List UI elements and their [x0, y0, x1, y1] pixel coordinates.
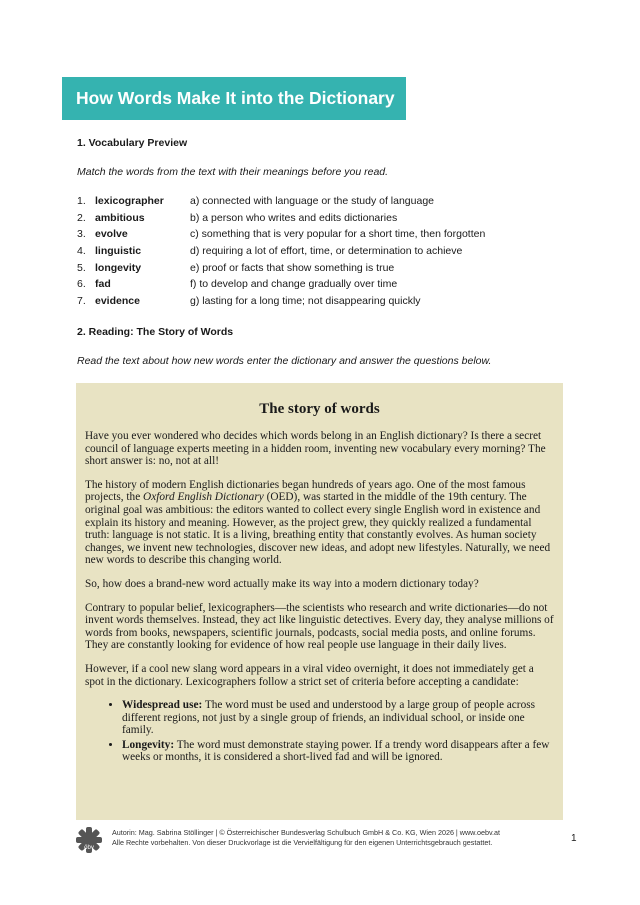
- section2-instruction: Read the text about how new words enter the dictionary and answer the questions below.: [77, 355, 492, 367]
- story-box: [76, 383, 563, 820]
- vocab-word: ambitious: [95, 211, 145, 224]
- story-paragraph: [85, 479, 554, 567]
- vocab-item: [77, 293, 557, 310]
- vocab-item: [77, 243, 557, 260]
- vocab-word: evidence: [95, 295, 140, 308]
- vocab-word: longevity: [95, 261, 142, 274]
- story-paragraph: So, how does a brand-new word actually make its way into a modern dictionary today?: [85, 577, 479, 590]
- section1-heading: 1. Vocabulary Preview: [77, 137, 188, 149]
- logo-text: öbv: [84, 845, 94, 851]
- story-text: (OED), was started in the middle of the 19th century. The original goal was ambitious: the editors wanted to collect every single English word in existence and explain its history and meaning. However, as the project grew, they quickly realized a fundamental truth: language is not static. It is a living, breathing entity that constantly evolves. As human society changes, we invent new technologies, discover new ideas, and adopt new lifestyles. Naturally, we need new words to describe this changing world.: [85, 491, 551, 567]
- story-text: The history of modern English dictionaries began hundreds of years ago. One of the most famous projects, the: [85, 478, 526, 504]
- vocab-word: linguistic: [95, 245, 142, 258]
- publisher-logo-icon: [76, 827, 102, 853]
- vocabulary-list: [77, 193, 557, 310]
- vocab-definition: b) a person who writes and edits dictionaries: [190, 211, 398, 224]
- page-number: 1: [571, 833, 577, 844]
- page-title: How Words Make It into the Dictionary: [62, 77, 406, 120]
- vocab-number: 5.: [77, 261, 86, 274]
- story-paragraph: Have you ever wondered who decides which words belong in an English dictionary? Is there a secret council of language experts meeting in a hidden room, inventing new vocabulary every morning? The short answer is: no, not at all!: [85, 430, 546, 468]
- story-text-italic: Oxford English Dictionary: [143, 491, 264, 504]
- vocab-number: 6.: [77, 278, 86, 291]
- criteria-label: Widespread use:: [122, 699, 203, 712]
- vocab-word: evolve: [95, 228, 128, 241]
- story-title: The story of words: [259, 401, 380, 417]
- vocab-number: 7.: [77, 295, 86, 308]
- vocab-item: [77, 226, 557, 243]
- vocab-item: [77, 193, 557, 210]
- criteria-item: [122, 699, 554, 737]
- vocab-definition: c) something that is very popular for a short time, then forgotten: [190, 228, 486, 241]
- footer-text: [112, 828, 500, 848]
- criteria-item: [122, 739, 554, 764]
- vocab-word: lexicographer: [95, 195, 164, 207]
- vocab-number: 3.: [77, 228, 86, 241]
- vocab-definition: g) lasting for a long time; not disappearing quickly: [190, 295, 421, 308]
- footer-line: Alle Rechte vorbehalten. Von dieser Druckvorlage ist die Vervielfältigung für den eigenen Unterrichtsgebrauch gestattet.: [112, 838, 493, 847]
- story-paragraph: Contrary to popular belief, lexicographers—the scientists who research and write dictionaries—do not invent words themselves. Instead, they act like linguistic detectives. Every day, they analyse millions of words from books, newspapers, scientific journals, podcasts, social media posts, and online forums. They are constantly looking for evidence of how real people use language in their daily lives.: [85, 601, 554, 652]
- footer-line: Autorin: Mag. Sabrina Stöllinger | © Österreichischer Bundesverlag Schulbuch GmbH & Co. KG, Wien 2026 | www.oebv.at: [112, 828, 501, 837]
- criteria-label: Longevity:: [122, 738, 175, 751]
- vocab-word: fad: [95, 278, 111, 291]
- vocab-definition: f) to develop and change gradually over time: [190, 278, 398, 291]
- criteria-text: The word must be used and understood by a large group of people across different regions, not just by a single group of friends, an individual school, or inside one family.: [122, 699, 536, 737]
- vocab-item: [77, 276, 557, 293]
- section2-heading: 2. Reading: The Story of Words: [77, 326, 234, 338]
- vocab-item: [77, 210, 557, 227]
- section1-instruction: Match the words from the text with their meanings before you read.: [77, 166, 389, 178]
- vocab-definition: d) requiring a lot of effort, time, or determination to achieve: [190, 245, 463, 258]
- vocab-item: [77, 260, 557, 277]
- story-paragraph: However, if a cool new slang word appears in a viral video overnight, it does not immediately get a spot in the dictionary. Lexicographers follow a strict set of criteria before accepting a candidate:: [85, 662, 534, 688]
- criteria-list: [76, 699, 554, 764]
- vocab-definition: a) connected with language or the study of language: [190, 195, 435, 207]
- vocab-number: 4.: [77, 245, 86, 258]
- vocab-definition: e) proof or facts that show something is true: [190, 261, 395, 274]
- criteria-text: The word must demonstrate staying power. If a trendy word disappears after a few weeks or months, it is considered a short-lived fad and will be ignored.: [122, 738, 550, 764]
- vocab-number: 2.: [77, 211, 86, 224]
- vocab-number: 1.: [77, 195, 86, 207]
